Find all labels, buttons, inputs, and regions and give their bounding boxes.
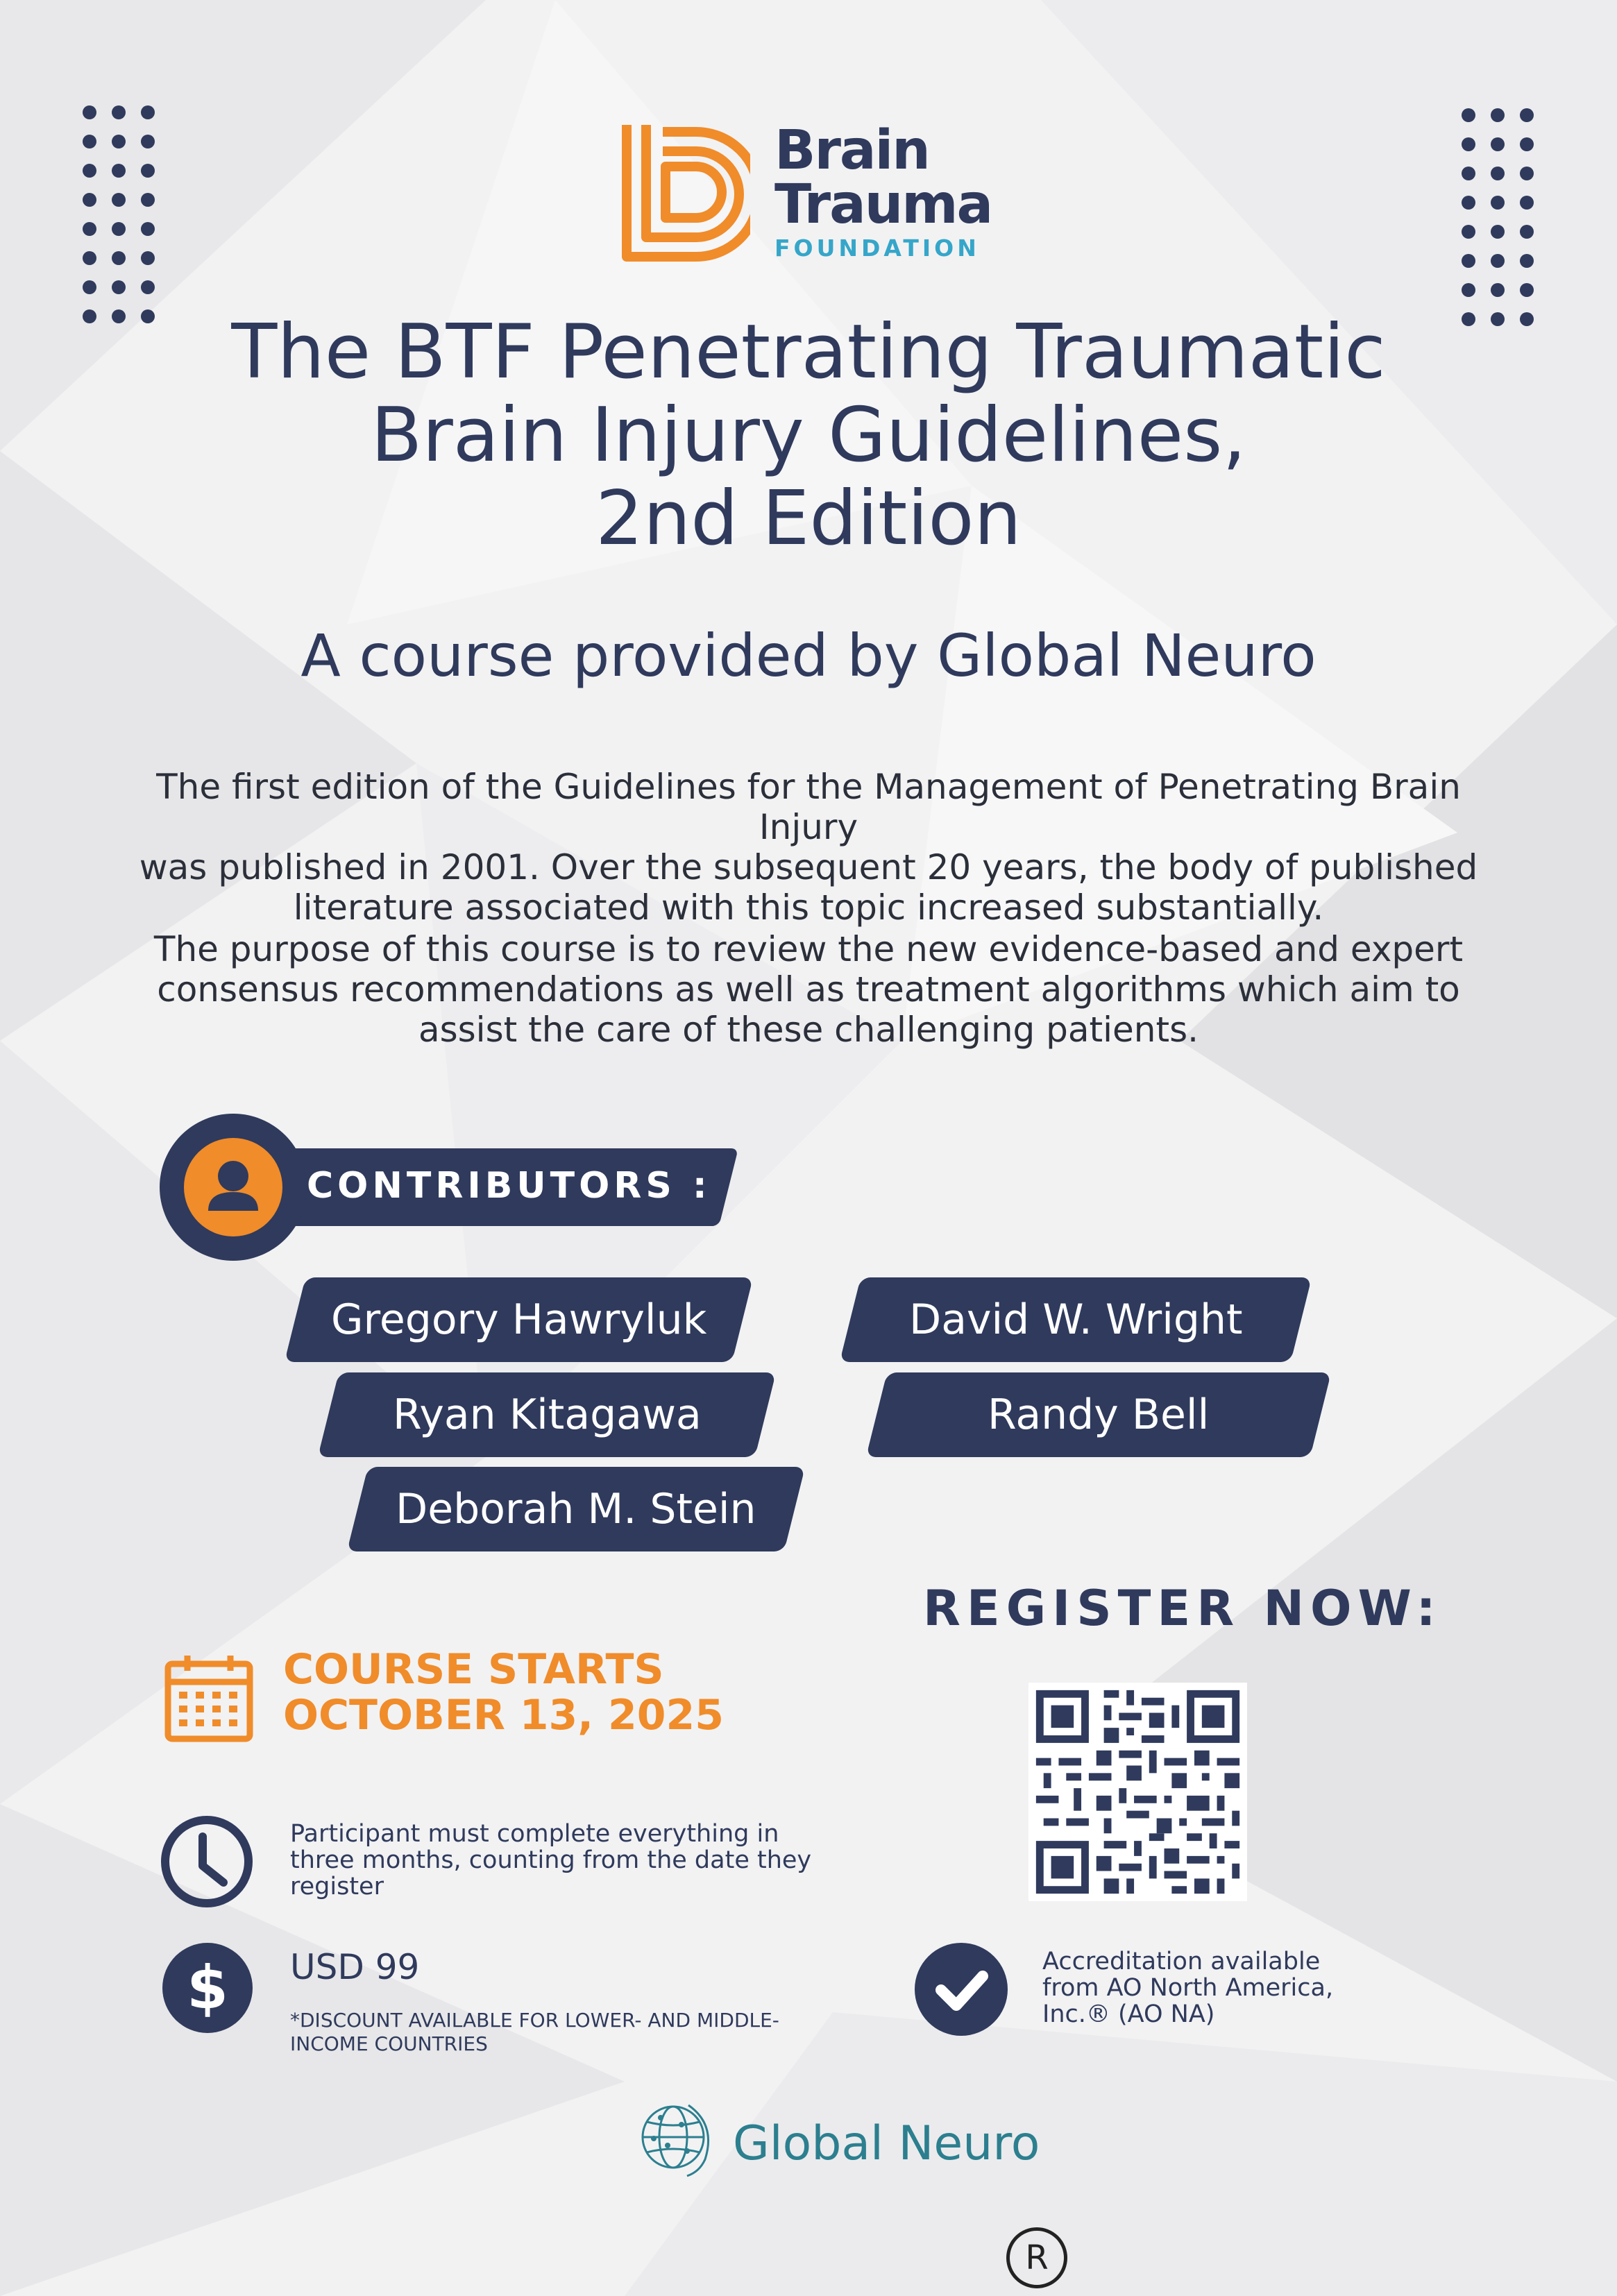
accreditation-line: from AO North America, [1042, 1974, 1334, 2002]
course-start-date [283, 1647, 724, 1738]
contributor-pill [866, 1372, 1331, 1457]
contributor-pill [347, 1467, 805, 1551]
discount-line: *DISCOUNT AVAILABLE FOR LOWER- AND MIDDLE- [290, 2009, 779, 2032]
global-neuro-brand: Global Neuro [733, 2116, 1040, 2171]
discount-note [290, 2009, 818, 2056]
calendar-icon [164, 1653, 254, 1743]
check-icon [915, 1943, 1008, 2036]
svg-text:$: $ [187, 1953, 228, 2023]
logo-line-trauma: Trauma [774, 173, 992, 236]
contributor-name: Randy Bell [988, 1391, 1210, 1439]
intro-p1-line: The first edition of the Guidelines for the Management of Penetrating Brain Injury [156, 767, 1461, 847]
intro-p2-line: assist the care of these challenging patients. [418, 1010, 1199, 1050]
accreditation-line: Accreditation available [1042, 1948, 1321, 1975]
contributor-name: David W. Wright [908, 1295, 1243, 1344]
intro-p2-line: consensus recommendations as well as treatment algorithms which aim to [157, 969, 1460, 1010]
intro-p2-line: The purpose of this course is to review the new evidence-based and expert [153, 929, 1464, 969]
person-icon [184, 1138, 282, 1236]
discount-line: INCOME COUNTRIES [290, 2032, 488, 2055]
dot-grid-left [83, 105, 155, 323]
price-value: USD 99 [290, 1947, 420, 1987]
intro-p1-line: literature associated with this topic increased substantially. [293, 887, 1324, 928]
title-line-2: Brain Injury Guidelines, [371, 392, 1246, 479]
duration-line: three months, counting from the date they [290, 1846, 812, 1874]
contributors-label: CONTRIBUTORS : [307, 1165, 711, 1207]
course-starts-line-1: COURSE STARTS [283, 1645, 664, 1694]
clock-icon [160, 1814, 254, 1909]
accreditation-line: Inc.® (AO NA) [1042, 2000, 1215, 2028]
register-now-heading: REGISTER NOW: [923, 1580, 1442, 1637]
logo-line-brain: Brain [774, 119, 929, 182]
qr-code[interactable] [1028, 1683, 1247, 1901]
duration-line: register [290, 1873, 384, 1900]
contributor-name: Ryan Kitagawa [392, 1391, 702, 1439]
page-title [0, 311, 1617, 561]
dot-grid-right [1462, 108, 1534, 326]
duration-text [290, 1821, 818, 1900]
brain-trauma-logo-mark [620, 125, 750, 264]
course-starts-line-2: OCTOBER 13, 2025 [283, 1691, 724, 1740]
accreditation-text [1042, 1948, 1431, 2027]
intro-p1-line: was published in 2001. Over the subsequent 20 years, the body of published [139, 847, 1478, 887]
contributor-pill [840, 1277, 1312, 1362]
contributor-pill [285, 1277, 753, 1362]
registered-mark-letter: R [1025, 2238, 1049, 2277]
contributor-pill [318, 1372, 776, 1457]
title-line-1: The BTF Penetrating Traumatic [231, 309, 1386, 396]
dollar-icon [162, 1943, 253, 2033]
contributor-name: Deborah M. Stein [396, 1485, 756, 1533]
registered-mark [1006, 2227, 1067, 2288]
title-line-3: 2nd Edition [595, 475, 1022, 562]
contributor-name: Gregory Hawryluk [330, 1295, 707, 1344]
logo-line-foundation: FOUNDATION [774, 235, 980, 262]
duration-line: Participant must complete everything in [290, 1820, 779, 1848]
btf-logo-text [774, 119, 992, 262]
intro-paragraph-2 [104, 929, 1513, 1050]
brain-globe-icon [633, 2097, 719, 2183]
subtitle: A course provided by Global Neuro [300, 622, 1317, 690]
intro-paragraph-1 [104, 767, 1513, 928]
